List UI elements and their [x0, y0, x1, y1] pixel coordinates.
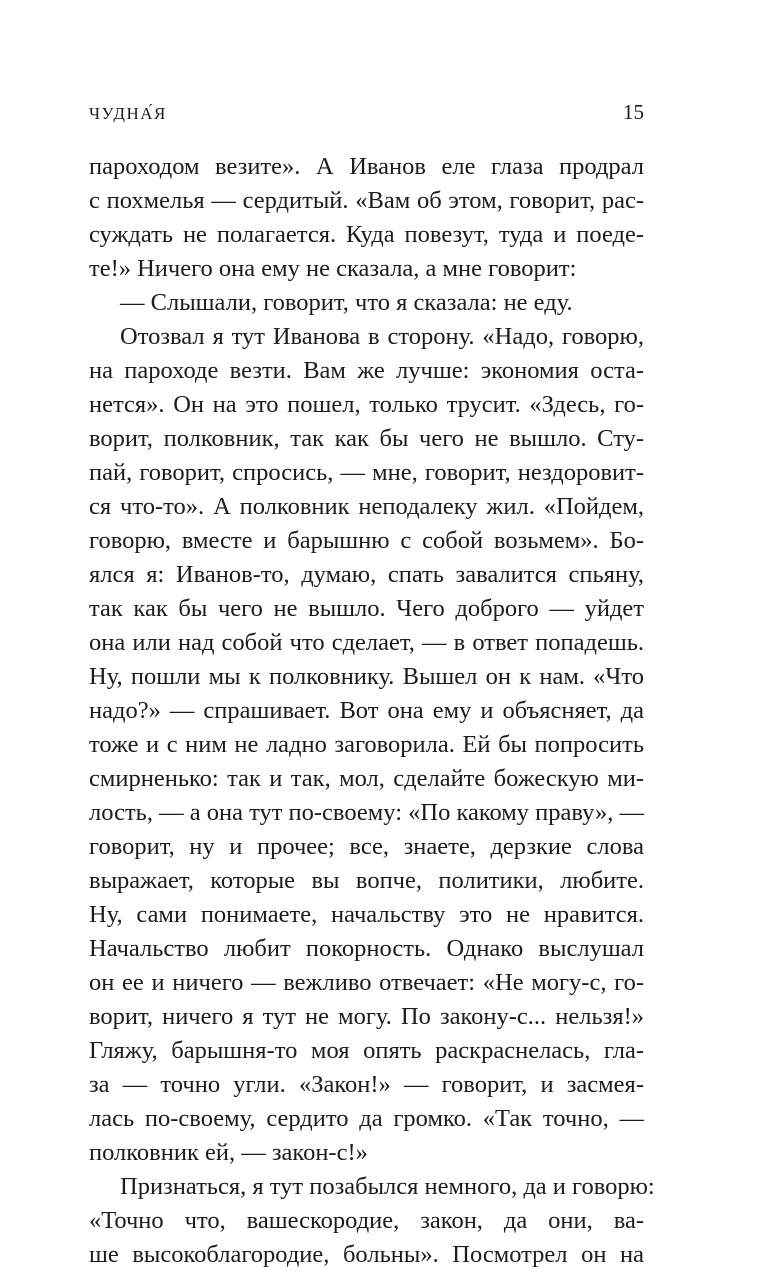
body-text	[89, 150, 655, 1272]
paragraph-2	[89, 286, 644, 320]
text-line: ше высокоблагородие, больны». Посмотрел он на	[89, 1241, 644, 1268]
paragraph-3	[89, 320, 644, 1170]
running-title: ЧУДНА́Я	[89, 104, 167, 123]
running-head	[89, 97, 644, 127]
text-line: Признаться, я тут позабылся немного, да и говорю:	[120, 1173, 655, 1200]
paragraph-1	[89, 150, 644, 286]
text-line: лость, — а она тут по-своему: «По какому праву», —	[89, 799, 644, 826]
text-line: «Точно что, вашескородие, закон, да они, ва-	[89, 1207, 644, 1234]
text-line: полковник ей, — закон-с!»	[89, 1139, 368, 1166]
text-line: ворит, ничего я тут не могу. По закону-с... нельзя!»	[89, 1003, 644, 1030]
text-line: Гляжу, барышня-то моя опять раскраснелась, гла-	[89, 1037, 644, 1064]
text-line: выражает, которые вы вопче, политики, любите.	[89, 867, 644, 894]
text-line: ялся я: Иванов-то, думаю, спать завалится спьяну,	[89, 561, 644, 588]
text-line: Ну, сами понимаете, начальству это не нравится.	[89, 901, 644, 928]
text-line: за — точно угли. «Закон!» — говорит, и засмея-	[89, 1071, 644, 1098]
text-line: с похмелья — сердитый. «Вам об этом, говорит, рас-	[89, 187, 644, 214]
text-line: надо?» — спрашивает. Вот она ему и объясняет, да	[89, 697, 644, 724]
text-line: говорит, ну и прочее; все, знаете, дерзкие слова	[89, 833, 644, 860]
paragraph-4	[89, 1170, 655, 1272]
text-line: пай, говорит, спросись, — мне, говорит, нездоровит-	[89, 459, 644, 486]
text-line: ся что-то». А полковник неподалеку жил. «Пойдем,	[89, 493, 644, 520]
text-line: смирненько: так и так, мол, сделайте божескую ми-	[89, 765, 644, 792]
text-line: нется». Он на это пошел, только трусит. «Здесь, го-	[89, 391, 644, 418]
text-line: Отозвал я тут Иванова в сторону. «Надо, говорю,	[120, 323, 644, 350]
text-line: на пароходе везти. Вам же лучше: экономия оста-	[89, 357, 644, 384]
text-line: те!» Ничего она ему не сказала, а мне говорит:	[89, 255, 577, 282]
page-number: 15	[623, 100, 644, 124]
text-line: она или над собой что сделает, — в ответ попадешь.	[89, 629, 644, 656]
text-line: суждать не полагается. Куда повезут, туда и поеде-	[89, 221, 644, 248]
text-line: он ее и ничего — вежливо отвечает: «Не могу-с, го-	[89, 969, 644, 996]
text-line: говорю, вместе и барышню с собой возьмем». Бо-	[89, 527, 644, 554]
text-line: пароходом везите». А Иванов еле глаза продрал	[89, 153, 644, 180]
text-line: — Слышали, говорит, что я сказала: не еду.	[120, 289, 573, 316]
text-line: Ну, пошли мы к полковнику. Вышел он к нам. «Что	[89, 663, 644, 690]
text-line: тоже и с ним не ладно заговорила. Ей бы попросить	[89, 731, 644, 758]
text-line: лась по-своему, сердито да громко. «Так точно, —	[89, 1105, 644, 1132]
text-line: так как бы чего не вышло. Чего доброго — уйдет	[89, 595, 644, 622]
text-line: ворит, полковник, так как бы чего не вышло. Сту-	[89, 425, 644, 452]
text-line: Начальство любит покорность. Однако выслушал	[89, 935, 644, 962]
